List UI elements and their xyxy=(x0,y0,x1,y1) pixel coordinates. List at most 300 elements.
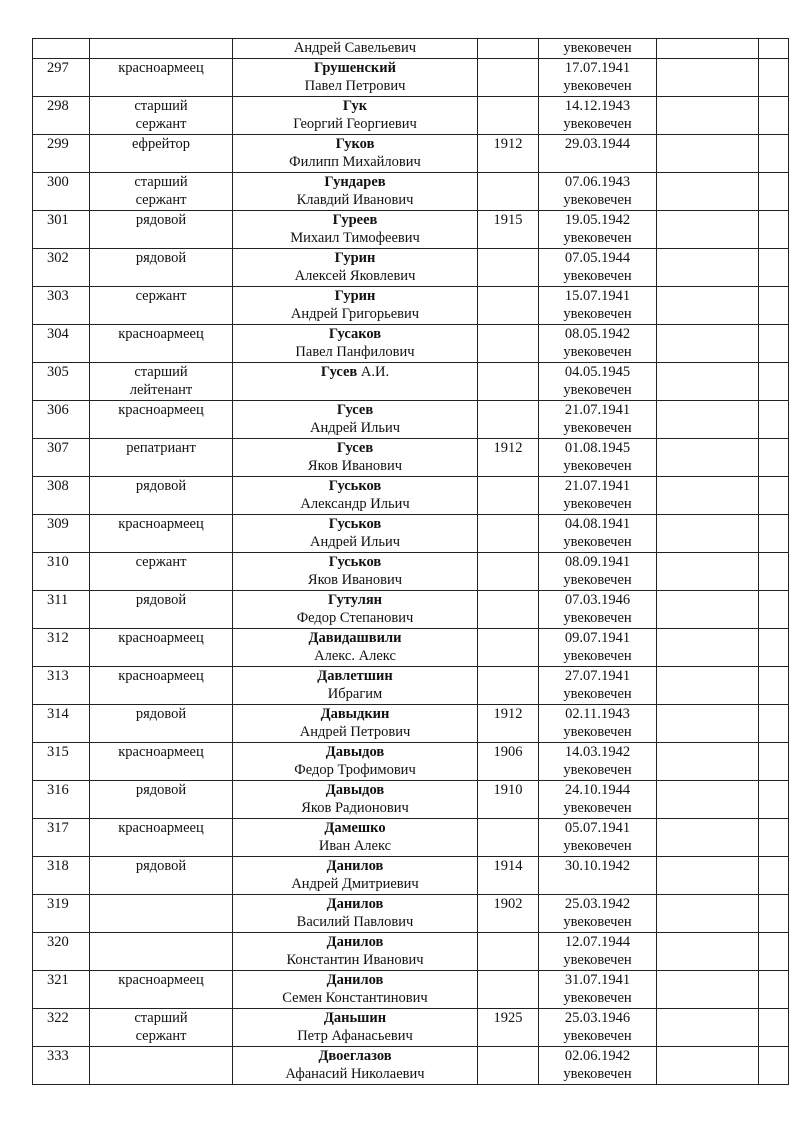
row-number: 309 xyxy=(33,515,90,553)
rank-line-1: сержант xyxy=(135,554,187,570)
birth-year: 1915 xyxy=(478,211,539,249)
rank-cell xyxy=(90,895,233,933)
table-row xyxy=(33,781,789,819)
row-number: 308 xyxy=(33,477,90,515)
rank-cell xyxy=(90,401,233,439)
given-name: Георгий Георгиевич xyxy=(293,116,417,132)
death-date: 30.10.1942 xyxy=(564,858,631,874)
empty-cell xyxy=(759,97,789,135)
death-date: 08.09.1941 xyxy=(564,554,631,570)
row-number: 310 xyxy=(33,553,90,591)
date-cell xyxy=(539,629,657,667)
rank-line-1: красноармеец xyxy=(118,402,204,418)
given-name: Ибрагим xyxy=(327,686,383,702)
empty-cell xyxy=(759,781,789,819)
status-text: увековечен xyxy=(563,686,632,702)
table-row xyxy=(33,515,789,553)
name-cell xyxy=(233,1047,478,1085)
rank-cell xyxy=(90,39,233,59)
given-name: Федор Трофимович xyxy=(294,762,416,778)
given-name: Семен Константинович xyxy=(282,990,428,1006)
empty-cell xyxy=(759,173,789,211)
table-row xyxy=(33,1009,789,1047)
row-number: 298 xyxy=(33,97,90,135)
empty-cell xyxy=(657,629,759,667)
name-cell xyxy=(233,895,478,933)
rank-line-1: ефрейтор xyxy=(131,136,191,152)
name-cell xyxy=(233,667,478,705)
birth-year xyxy=(478,287,539,325)
empty-cell xyxy=(657,325,759,363)
surname: Гутулян xyxy=(327,592,383,608)
table-row xyxy=(33,895,789,933)
empty-cell xyxy=(657,173,759,211)
status-text: увековечен xyxy=(563,914,632,930)
row-number: 307 xyxy=(33,439,90,477)
table-row xyxy=(33,591,789,629)
rank-cell xyxy=(90,553,233,591)
surname: Гурин xyxy=(334,250,376,266)
rank-cell xyxy=(90,667,233,705)
row-number: 304 xyxy=(33,325,90,363)
death-date: 12.07.1944 xyxy=(564,934,631,950)
death-date: 08.05.1942 xyxy=(564,326,631,342)
surname: Гусев xyxy=(336,402,374,418)
table-row xyxy=(33,401,789,439)
birth-year: 1906 xyxy=(478,743,539,781)
status-text: увековечен xyxy=(563,306,632,322)
rank-cell xyxy=(90,439,233,477)
death-date: 24.10.1944 xyxy=(564,782,631,798)
name-cell xyxy=(233,705,478,743)
status-text: увековечен xyxy=(563,268,632,284)
death-date: 15.07.1941 xyxy=(564,288,631,304)
birth-year xyxy=(478,325,539,363)
empty-cell xyxy=(657,781,759,819)
birth-year: 1912 xyxy=(478,135,539,173)
given-name: Клавдий Иванович xyxy=(296,192,414,208)
date-cell xyxy=(539,705,657,743)
rank-line-2: сержант xyxy=(135,1028,187,1044)
date-cell xyxy=(539,401,657,439)
date-cell xyxy=(539,249,657,287)
status-text: увековечен xyxy=(563,382,632,398)
surname: Гуськов xyxy=(328,554,382,570)
rank-cell xyxy=(90,781,233,819)
given-name: Филипп Михайлович xyxy=(289,154,421,170)
date-cell xyxy=(539,515,657,553)
empty-cell xyxy=(759,1047,789,1085)
name-cell xyxy=(233,971,478,1009)
empty-cell xyxy=(759,743,789,781)
surname: Двоеглазов xyxy=(318,1048,392,1064)
death-date: увековечен xyxy=(539,39,657,59)
memorial-register-table xyxy=(32,38,789,1085)
name-cell xyxy=(233,401,478,439)
empty-cell xyxy=(657,971,759,1009)
status-text: увековечен xyxy=(563,762,632,778)
given-name: Яков Радионович xyxy=(301,800,409,816)
empty-cell xyxy=(657,59,759,97)
empty-cell xyxy=(657,401,759,439)
name-cell xyxy=(233,363,478,401)
rank-line-1: рядовой xyxy=(135,212,187,228)
name-cell xyxy=(233,553,478,591)
table-row xyxy=(33,971,789,1009)
date-cell xyxy=(539,477,657,515)
rank-line-1: красноармеец xyxy=(118,60,204,76)
rank-cell xyxy=(90,515,233,553)
given-name: Павел Панфилович xyxy=(295,344,415,360)
empty-cell xyxy=(759,629,789,667)
name-cell xyxy=(233,781,478,819)
row-number: 321 xyxy=(33,971,90,1009)
rank-cell xyxy=(90,591,233,629)
surname: Гурин xyxy=(334,288,376,304)
table-row xyxy=(33,439,789,477)
table-row xyxy=(33,249,789,287)
row-number: 300 xyxy=(33,173,90,211)
death-date: 19.05.1942 xyxy=(564,212,631,228)
name-cell xyxy=(233,439,478,477)
status-text: увековечен xyxy=(563,572,632,588)
empty-cell xyxy=(759,819,789,857)
row-number: 313 xyxy=(33,667,90,705)
date-cell xyxy=(539,1047,657,1085)
rank-line-1: рядовой xyxy=(135,706,187,722)
birth-year: 1925 xyxy=(478,1009,539,1047)
empty-cell xyxy=(759,287,789,325)
rank-line-1: рядовой xyxy=(135,858,187,874)
status-text: увековечен xyxy=(563,952,632,968)
empty-cell xyxy=(657,39,759,59)
rank-cell xyxy=(90,97,233,135)
row-number: 302 xyxy=(33,249,90,287)
surname: Грушенский xyxy=(314,60,396,76)
row-number: 318 xyxy=(33,857,90,895)
given-name: Алекс. Алекс xyxy=(314,648,396,664)
status-text: увековечен xyxy=(563,344,632,360)
date-cell xyxy=(539,135,657,173)
rank-cell xyxy=(90,325,233,363)
rank-cell xyxy=(90,59,233,97)
row-number: 299 xyxy=(33,135,90,173)
name-cell xyxy=(233,173,478,211)
rank-cell xyxy=(90,1009,233,1047)
surname: Гусаков xyxy=(328,326,382,342)
given-name: Яков Иванович xyxy=(307,572,403,588)
empty-cell xyxy=(759,591,789,629)
death-date: 29.03.1944 xyxy=(564,136,631,152)
rank-cell xyxy=(90,933,233,971)
birth-year: 1910 xyxy=(478,781,539,819)
empty-cell xyxy=(657,705,759,743)
empty-cell xyxy=(657,819,759,857)
table-body xyxy=(33,39,789,1085)
death-date: 09.07.1941 xyxy=(564,630,631,646)
initials: А.И. xyxy=(360,364,390,380)
surname: Давыдов xyxy=(325,744,385,760)
empty-cell xyxy=(759,325,789,363)
death-date: 04.05.1945 xyxy=(564,364,631,380)
birth-year: 1912 xyxy=(478,439,539,477)
table-row xyxy=(33,819,789,857)
rank-line-1: красноармеец xyxy=(118,972,204,988)
empty-cell xyxy=(657,97,759,135)
table-row xyxy=(33,667,789,705)
date-cell xyxy=(539,857,657,895)
empty-cell xyxy=(759,553,789,591)
row-number: 297 xyxy=(33,59,90,97)
empty-cell xyxy=(657,439,759,477)
surname: Гусев xyxy=(336,440,374,456)
status-text: увековечен xyxy=(563,230,632,246)
rank-cell xyxy=(90,363,233,401)
given-name: Андрей Петрович xyxy=(299,724,411,740)
row-number xyxy=(33,39,90,59)
rank-line-1: старший xyxy=(134,174,188,190)
table-row xyxy=(33,39,789,59)
birth-year xyxy=(478,819,539,857)
birth-year xyxy=(478,249,539,287)
date-cell xyxy=(539,819,657,857)
empty-cell xyxy=(657,933,759,971)
row-number: 301 xyxy=(33,211,90,249)
status-text: увековечен xyxy=(563,420,632,436)
table-row xyxy=(33,211,789,249)
empty-cell xyxy=(759,401,789,439)
surname: Даньшин xyxy=(323,1010,387,1026)
table-row xyxy=(33,933,789,971)
name-cell xyxy=(233,211,478,249)
row-number: 333 xyxy=(33,1047,90,1085)
surname: Гук xyxy=(342,98,368,114)
table-row xyxy=(33,59,789,97)
row-number: 317 xyxy=(33,819,90,857)
rank-cell xyxy=(90,857,233,895)
death-date: 27.07.1941 xyxy=(564,668,631,684)
row-number: 303 xyxy=(33,287,90,325)
birth-year: 1914 xyxy=(478,857,539,895)
rank-cell xyxy=(90,1047,233,1085)
table-row xyxy=(33,743,789,781)
death-date: 02.06.1942 xyxy=(564,1048,631,1064)
rank-line-2: сержант xyxy=(135,192,187,208)
date-cell xyxy=(539,971,657,1009)
empty-cell xyxy=(759,363,789,401)
birth-year xyxy=(478,591,539,629)
empty-cell xyxy=(759,39,789,59)
surname: Дамешко xyxy=(324,820,386,836)
empty-cell xyxy=(657,249,759,287)
surname: Данилов xyxy=(326,972,384,988)
empty-cell xyxy=(657,211,759,249)
rank-line-1: рядовой xyxy=(135,478,187,494)
rank-cell xyxy=(90,287,233,325)
table-row xyxy=(33,325,789,363)
rank-line-1: старший xyxy=(134,1010,188,1026)
death-date: 14.03.1942 xyxy=(564,744,631,760)
row-number: 322 xyxy=(33,1009,90,1047)
status-text: увековечен xyxy=(563,458,632,474)
birth-year xyxy=(478,97,539,135)
rank-line-1: старший xyxy=(134,98,188,114)
date-cell xyxy=(539,933,657,971)
birth-year xyxy=(478,173,539,211)
status-text: увековечен xyxy=(563,724,632,740)
status-text: увековечен xyxy=(563,1028,632,1044)
birth-year: 1902 xyxy=(478,895,539,933)
row-number: 312 xyxy=(33,629,90,667)
date-cell xyxy=(539,173,657,211)
surname: Давыдов xyxy=(325,782,385,798)
rank-cell xyxy=(90,211,233,249)
date-cell xyxy=(539,553,657,591)
given-name: Михаил Тимофеевич xyxy=(290,230,420,246)
empty-cell xyxy=(759,477,789,515)
death-date: 25.03.1942 xyxy=(564,896,631,912)
name-cell xyxy=(233,135,478,173)
date-cell xyxy=(539,211,657,249)
empty-cell xyxy=(759,895,789,933)
empty-cell xyxy=(657,515,759,553)
status-text: увековечен xyxy=(563,648,632,664)
rank-line-1: красноармеец xyxy=(118,820,204,836)
status-text: увековечен xyxy=(563,496,632,512)
birth-year xyxy=(478,1047,539,1085)
death-date: 07.06.1943 xyxy=(564,174,631,190)
rank-cell xyxy=(90,819,233,857)
rank-line-1: рядовой xyxy=(135,782,187,798)
surname: Давыдкин xyxy=(320,706,390,722)
name-cell xyxy=(233,857,478,895)
name-cell xyxy=(233,515,478,553)
rank-cell xyxy=(90,477,233,515)
date-cell xyxy=(539,97,657,135)
empty-cell xyxy=(657,1009,759,1047)
empty-cell xyxy=(657,591,759,629)
rank-line-1: рядовой xyxy=(135,250,187,266)
empty-cell xyxy=(759,857,789,895)
birth-year xyxy=(478,39,539,59)
birth-year: 1912 xyxy=(478,705,539,743)
empty-cell xyxy=(759,439,789,477)
given-name: Афанасий Николаевич xyxy=(285,1066,425,1082)
status-text: увековечен xyxy=(563,116,632,132)
birth-year xyxy=(478,515,539,553)
rank-line-1: красноармеец xyxy=(118,630,204,646)
death-date: 17.07.1941 xyxy=(564,60,631,76)
birth-year xyxy=(478,667,539,705)
rank-cell xyxy=(90,135,233,173)
name-cell xyxy=(233,1009,478,1047)
birth-year xyxy=(478,553,539,591)
empty-cell xyxy=(657,477,759,515)
surname: Гундарев xyxy=(324,174,386,190)
empty-cell xyxy=(759,59,789,97)
surname: Данилов xyxy=(326,896,384,912)
surname: Гуськов xyxy=(328,516,382,532)
given-name: Алексей Яковлевич xyxy=(294,268,416,284)
empty-cell xyxy=(657,363,759,401)
given-name: Яков Иванович xyxy=(307,458,403,474)
given-name: Андрей Ильич xyxy=(309,420,401,436)
rank-cell xyxy=(90,743,233,781)
rank-line-1: красноармеец xyxy=(118,668,204,684)
empty-cell xyxy=(657,743,759,781)
name-cell xyxy=(233,819,478,857)
death-date: 21.07.1941 xyxy=(564,478,631,494)
rank-line-1: старший xyxy=(134,364,188,380)
surname: Гуреев xyxy=(332,212,378,228)
rank-line-1: репатриант xyxy=(126,440,196,456)
death-date: 14.12.1943 xyxy=(564,98,631,114)
empty-cell xyxy=(759,667,789,705)
surname: Гусев xyxy=(320,364,358,380)
death-date: 07.03.1946 xyxy=(564,592,631,608)
given-name: Андрей Григорьевич xyxy=(290,306,420,322)
rank-line-2: сержант xyxy=(135,116,187,132)
date-cell xyxy=(539,781,657,819)
row-number: 319 xyxy=(33,895,90,933)
table-row xyxy=(33,857,789,895)
date-cell xyxy=(539,439,657,477)
table-row xyxy=(33,173,789,211)
death-date: 01.08.1945 xyxy=(564,440,631,456)
status-text: увековечен xyxy=(563,78,632,94)
date-cell xyxy=(539,895,657,933)
death-date: 07.05.1944 xyxy=(564,250,631,266)
table-row xyxy=(33,477,789,515)
row-number: 314 xyxy=(33,705,90,743)
date-cell xyxy=(539,743,657,781)
name-cell xyxy=(233,743,478,781)
given-name: Андрей Савельевич xyxy=(233,39,478,59)
status-text: увековечен xyxy=(563,610,632,626)
birth-year xyxy=(478,629,539,667)
death-date: 02.11.1943 xyxy=(565,706,630,722)
given-name: Павел Петрович xyxy=(304,78,406,94)
empty-cell xyxy=(657,287,759,325)
surname: Гуков xyxy=(335,136,375,152)
given-name: Василий Павлович xyxy=(296,914,414,930)
name-cell xyxy=(233,477,478,515)
given-name: Федор Степанович xyxy=(296,610,414,626)
rank-line-1: красноармеец xyxy=(118,326,204,342)
empty-cell xyxy=(759,249,789,287)
status-text: увековечен xyxy=(563,990,632,1006)
birth-year xyxy=(478,933,539,971)
given-name: Андрей Ильич xyxy=(309,534,401,550)
death-date: 21.07.1941 xyxy=(564,402,631,418)
status-text: увековечен xyxy=(563,1066,632,1082)
name-cell xyxy=(233,59,478,97)
surname: Давлетшин xyxy=(317,668,393,684)
birth-year xyxy=(478,59,539,97)
date-cell xyxy=(539,59,657,97)
row-number: 305 xyxy=(33,363,90,401)
date-cell xyxy=(539,1009,657,1047)
birth-year xyxy=(478,971,539,1009)
name-cell xyxy=(233,249,478,287)
given-name: Андрей Дмитриевич xyxy=(291,876,419,892)
rank-line-1: рядовой xyxy=(135,592,187,608)
empty-cell xyxy=(657,857,759,895)
status-text: увековечен xyxy=(563,838,632,854)
rank-cell xyxy=(90,705,233,743)
name-cell xyxy=(233,591,478,629)
given-name: Константин Иванович xyxy=(286,952,424,968)
